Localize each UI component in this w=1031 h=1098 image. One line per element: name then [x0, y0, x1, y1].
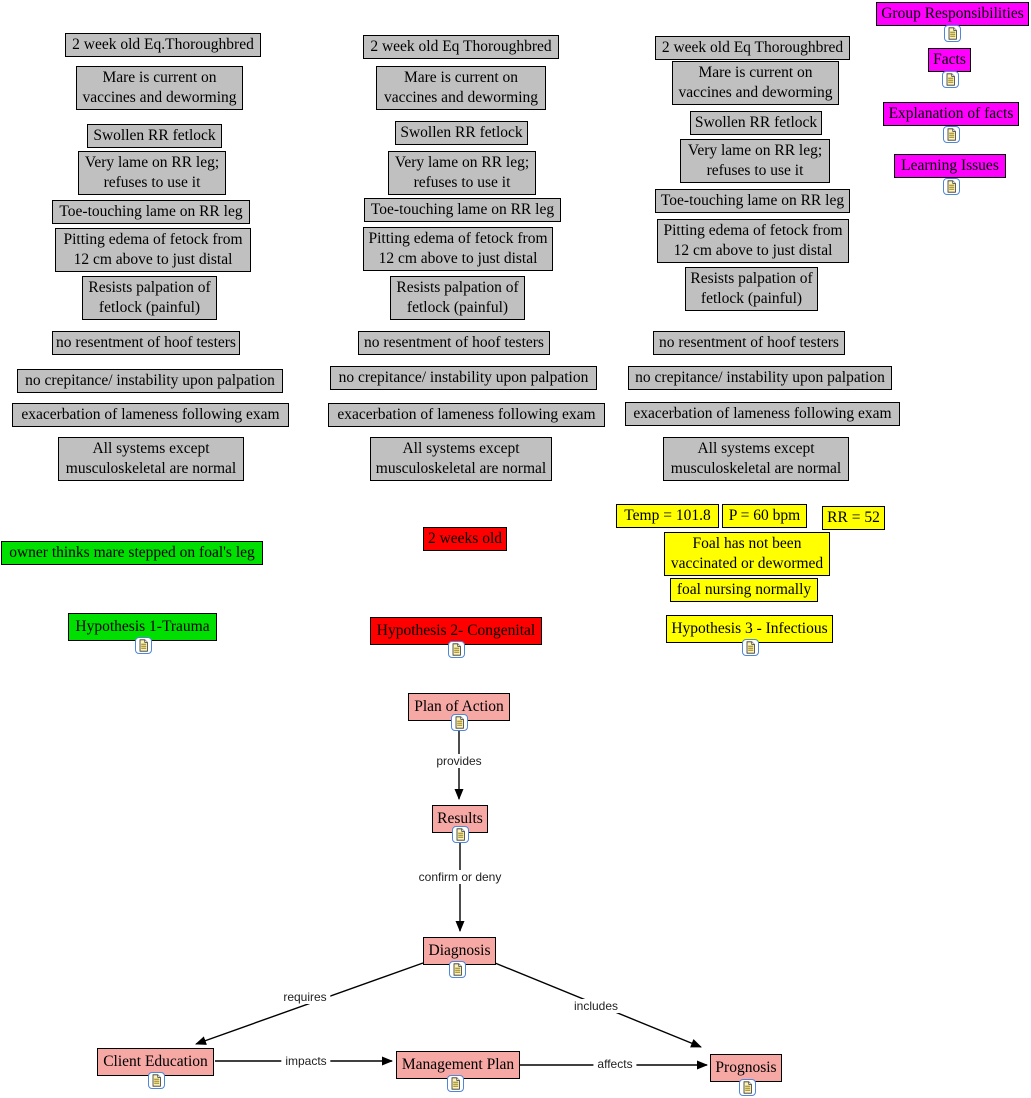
hypothesis-3-box[interactable]: Hypothesis 3 - Infectious	[666, 615, 833, 643]
fact-box[interactable]: Resists palpation of fetlock (painful)	[685, 267, 818, 311]
hypothesis-2-box[interactable]: Hypothesis 2- Congenital	[370, 617, 542, 645]
resource-icon[interactable]	[944, 25, 961, 42]
observation-box-nursing[interactable]: foal nursing normally	[670, 578, 818, 602]
fact-box[interactable]: 2 week old Eq.Thoroughbred	[65, 33, 261, 57]
vital-rr-box[interactable]: RR = 52	[822, 506, 885, 530]
observation-box-congenital[interactable]: 2 weeks old	[423, 527, 507, 551]
observation-box-trauma[interactable]: owner thinks mare stepped on foal's leg	[1, 541, 263, 565]
vital-pulse-box[interactable]: P = 60 bpm	[722, 504, 807, 528]
legend-box-explanation-of-facts[interactable]: Explanation of facts	[883, 102, 1019, 126]
fact-box[interactable]: Mare is current on vaccines and deworming	[672, 61, 839, 105]
resource-icon[interactable]	[451, 714, 468, 731]
fact-box[interactable]: Swollen RR fetlock	[395, 121, 528, 145]
fact-box[interactable]: exacerbation of lameness following exam	[12, 403, 289, 427]
fact-box[interactable]: Mare is current on vaccines and deworming	[376, 66, 546, 110]
fact-box[interactable]: Pitting edema of fetock from 12 cm above to just distal	[55, 228, 251, 272]
resource-icon[interactable]	[943, 178, 960, 195]
fact-box[interactable]: no resentment of hoof testers	[653, 331, 845, 355]
legend-box-group-responsibilities[interactable]: Group Responsibilities	[876, 2, 1029, 26]
fact-box[interactable]: 2 week old Eq Thoroughbred	[363, 35, 559, 59]
link-label-requires[interactable]: requires	[279, 990, 330, 1004]
vital-temp-box[interactable]: Temp = 101.8	[616, 504, 719, 528]
resource-icon[interactable]	[943, 126, 960, 143]
legend-box-learning-issues[interactable]: Learning Issues	[894, 154, 1006, 178]
fact-box[interactable]: Swollen RR fetlock	[690, 111, 822, 135]
hypothesis-1-box[interactable]: Hypothesis 1-Trauma	[68, 613, 217, 641]
fact-box[interactable]: no resentment of hoof testers	[52, 331, 240, 355]
fact-box[interactable]: Very lame on RR leg; refuses to use it	[78, 151, 226, 195]
plan-of-action-node[interactable]: Plan of Action	[408, 693, 510, 721]
resource-icon[interactable]	[148, 1072, 165, 1089]
resource-icon[interactable]	[135, 637, 152, 654]
fact-box[interactable]: 2 week old Eq Thoroughbred	[655, 36, 850, 60]
resource-icon[interactable]	[452, 826, 469, 843]
link-label-confirm-or-deny[interactable]: confirm or deny	[415, 870, 506, 884]
fact-box[interactable]: Toe-touching lame on RR leg	[364, 198, 561, 222]
fact-box[interactable]: no crepitance/ instability upon palpation	[17, 369, 283, 393]
fact-box[interactable]: All systems except musculoskeletal are normal	[370, 437, 552, 481]
client-education-node[interactable]: Client Education	[97, 1048, 214, 1076]
fact-box[interactable]: Pitting edema of fetock from 12 cm above to just distal	[657, 219, 849, 263]
resource-icon[interactable]	[448, 641, 465, 658]
fact-box[interactable]: no crepitance/ instability upon palpation	[330, 366, 597, 390]
fact-box[interactable]: exacerbation of lameness following exam	[625, 402, 900, 426]
fact-box[interactable]: Very lame on RR leg; refuses to use it	[388, 151, 536, 195]
link-label-provides[interactable]: provides	[432, 754, 485, 768]
resource-icon[interactable]	[447, 1075, 464, 1092]
fact-box[interactable]: no crepitance/ instability upon palpation	[628, 366, 892, 390]
fact-box[interactable]: Toe-touching lame on RR leg	[52, 200, 250, 224]
fact-box[interactable]: Pitting edema of fetock from 12 cm above to just distal	[363, 227, 553, 271]
link-label-impacts[interactable]: impacts	[281, 1054, 330, 1068]
fact-box[interactable]: Mare is current on vaccines and deworming	[76, 66, 243, 110]
fact-box[interactable]: Swollen RR fetlock	[87, 124, 222, 148]
legend-box-facts[interactable]: Facts	[928, 48, 971, 72]
resource-icon[interactable]	[739, 1079, 756, 1096]
management-plan-node[interactable]: Management Plan	[396, 1051, 520, 1079]
observation-box-infectious[interactable]: Foal has not been vaccinated or dewormed	[664, 532, 830, 576]
resource-icon[interactable]	[942, 71, 959, 88]
results-node[interactable]: Results	[432, 805, 488, 833]
fact-box[interactable]: exacerbation of lameness following exam	[328, 403, 605, 427]
fact-box[interactable]: no resentment of hoof testers	[358, 331, 550, 355]
fact-box[interactable]: Resists palpation of fetlock (painful)	[82, 276, 217, 320]
prognosis-node[interactable]: Prognosis	[710, 1054, 782, 1082]
diagnosis-node[interactable]: Diagnosis	[423, 937, 496, 965]
resource-icon[interactable]	[742, 639, 759, 656]
link-label-includes[interactable]: includes	[570, 999, 622, 1013]
link-label-affects[interactable]: affects	[593, 1057, 636, 1071]
fact-box[interactable]: Toe-touching lame on RR leg	[655, 189, 850, 213]
fact-box[interactable]: Very lame on RR leg; refuses to use it	[680, 139, 830, 183]
fact-box[interactable]: All systems except musculoskeletal are normal	[58, 437, 244, 481]
resource-icon[interactable]	[449, 961, 466, 978]
fact-box[interactable]: Resists palpation of fetlock (painful)	[390, 276, 525, 320]
fact-box[interactable]: All systems except musculoskeletal are normal	[663, 437, 849, 481]
